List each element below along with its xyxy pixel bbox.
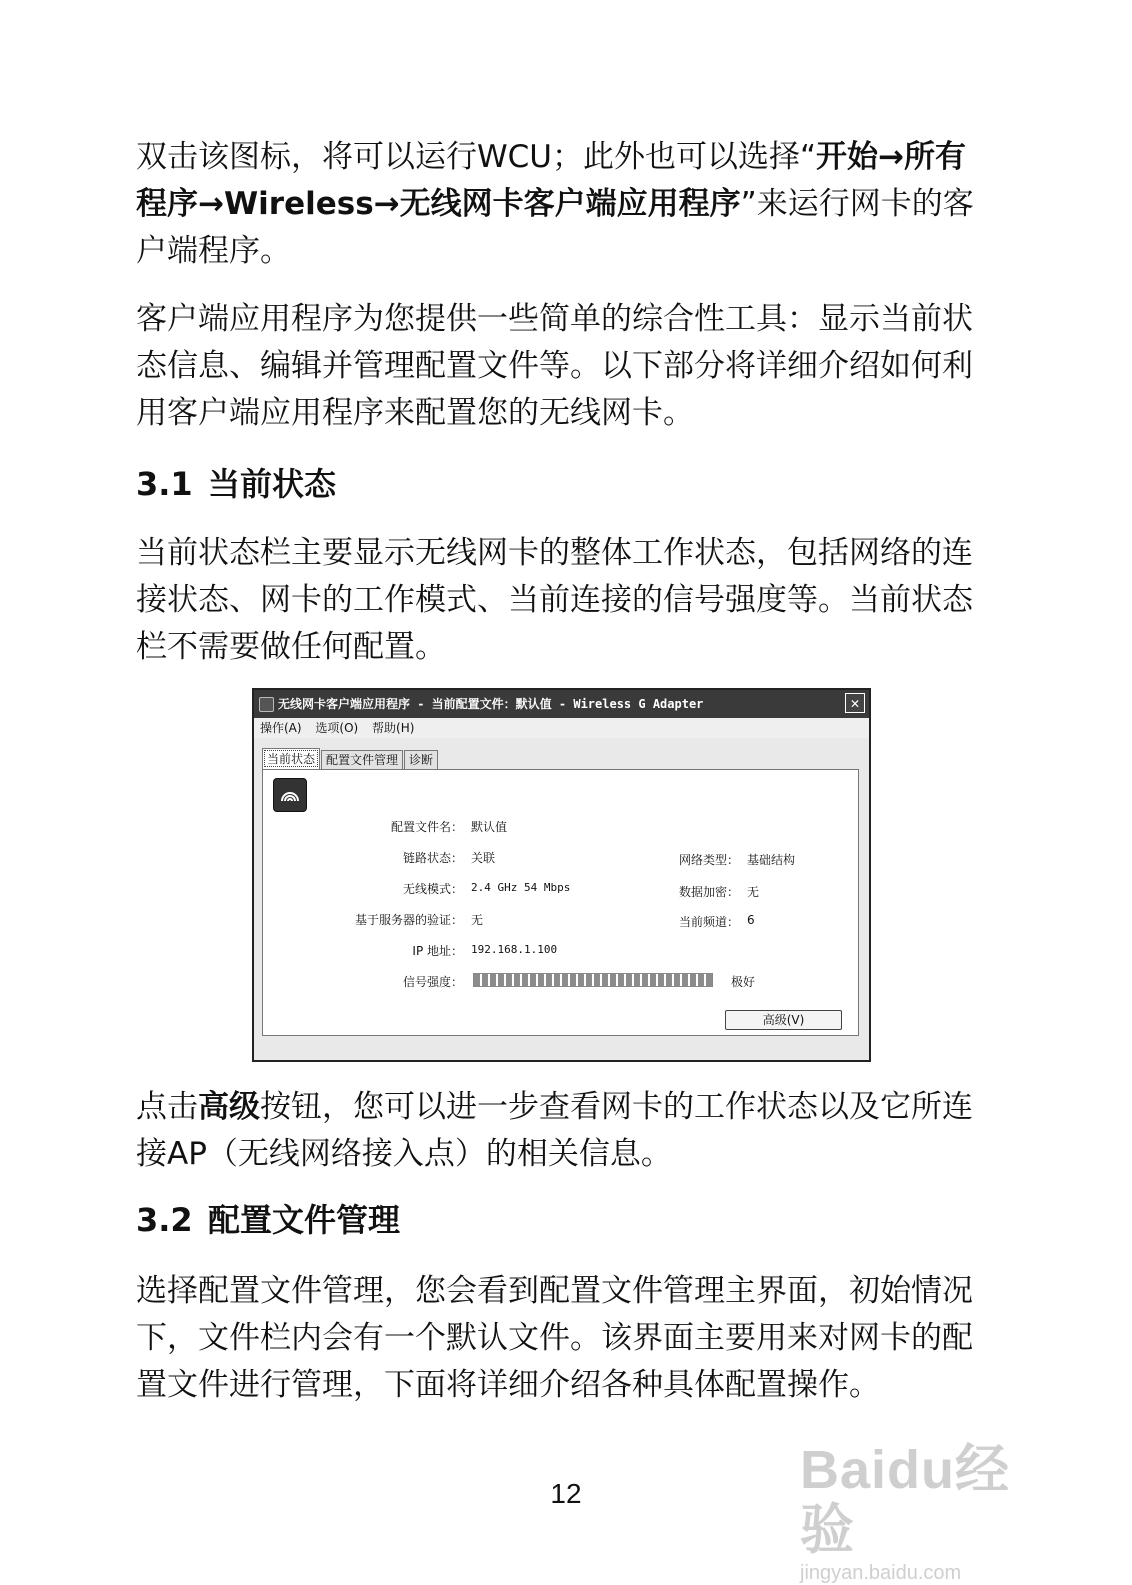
overview-paragraph: 客户端应用程序为您提供一些简单的综合性工具：显示当前状态信息、编辑并管理配置文件等。以下部分将详细介绍如何利用客户端应用程序来配置您的无线网卡。 — [136, 301, 973, 431]
wcu-dialog-screenshot — [252, 688, 871, 1062]
section-title: 配置文件管理 — [208, 1201, 401, 1239]
wireless-app-icon — [259, 697, 274, 712]
wireless-mode-value: 2.4 GHz 54 Mbps — [471, 881, 571, 894]
section-title: 当前状态 — [208, 465, 337, 503]
advanced-keyword: 高级 — [198, 1089, 260, 1125]
link-status-value: 关联 — [471, 851, 496, 865]
menu-action[interactable]: 操作(A) — [260, 721, 302, 735]
tab-profile-management[interactable]: 配置文件管理 — [321, 750, 403, 769]
section-heading-3-1 — [136, 464, 336, 504]
advanced-text-1: 点击 — [136, 1089, 198, 1125]
current-channel-label: 当前频道： — [678, 915, 739, 929]
wireless-signal-icon — [273, 778, 307, 812]
section-number: 3.1 — [136, 465, 193, 503]
status-panel — [262, 769, 859, 1036]
menu-bar — [254, 718, 869, 738]
intro-menu-path: 开始→所有程序→Wireless→无线网卡客户端应用程序 — [136, 139, 967, 222]
status-paragraph: 当前状态栏主要显示无线网卡的整体工作状态，包括网络的连接状态、网卡的工作模式、当前连接的信号强度等。当前状态栏不需要做任何配置。 — [136, 535, 973, 665]
data-encryption-value: 无 — [747, 885, 760, 899]
profile-label: 配置文件名： — [390, 820, 463, 834]
current-channel-value: 6 — [747, 913, 755, 927]
dialog-title: 无线网卡客户端应用程序 - 当前配置文件：默认值 - Wireless G Adapter — [278, 697, 704, 711]
advanced-paragraph — [136, 1084, 996, 1178]
page-number: 12 — [550, 1478, 582, 1509]
intro-paragraph — [136, 134, 996, 275]
server-auth-label: 基于服务器的验证： — [354, 913, 463, 927]
profile-paragraph: 选择配置文件管理，您会看到配置文件管理主界面，初始情况下，文件栏内会有一个默认文件。该界面主要用来对网卡的配置文件进行管理，下面将详细介绍各种具体配置操作。 — [136, 1273, 973, 1403]
signal-strength-value: 极好 — [731, 975, 756, 989]
close-button[interactable]: ✕ — [845, 693, 865, 713]
ip-address-label: IP 地址： — [412, 944, 463, 958]
ip-address-value: 192.168.1.100 — [471, 943, 558, 956]
network-type-value: 基础结构 — [747, 853, 796, 867]
data-encryption-label: 数据加密： — [678, 885, 739, 899]
network-type-label: 网络类型： — [678, 853, 739, 867]
signal-strength-label: 信号强度： — [402, 975, 463, 989]
server-auth-value: 无 — [471, 913, 484, 927]
tab-diagnostics[interactable]: 诊断 — [404, 750, 438, 769]
tab-current-status[interactable]: 当前状态 — [262, 748, 320, 769]
tab-strip — [262, 748, 439, 770]
dialog-titlebar — [254, 690, 869, 718]
advanced-text-2: 按钮，您可以进一步查看网卡的工作状态以及它所连接AP（无线网络接入点）的相关信息。 — [136, 1089, 973, 1172]
watermark-logo: Baidu经验 — [800, 1440, 1011, 1560]
watermark-url: jingyan.baidu.com — [800, 1562, 962, 1584]
wireless-mode-label: 无线模式： — [402, 882, 463, 896]
intro-text-2: ”来运行网卡的客户端程序。 — [136, 186, 974, 269]
link-status-label: 链路状态： — [402, 851, 463, 865]
menu-help[interactable]: 帮助(H) — [372, 721, 415, 735]
intro-text-1: 双击该图标，将可以运行WCU；此外也可以选择“ — [136, 139, 817, 175]
section-heading-3-2 — [136, 1200, 400, 1240]
baidu-watermark — [800, 1440, 1060, 1585]
profile-value: 默认值 — [471, 820, 508, 834]
advanced-button[interactable]: 高级(V) — [725, 1010, 842, 1030]
section-number: 3.2 — [136, 1201, 193, 1239]
menu-options[interactable]: 选项(O) — [315, 721, 359, 735]
signal-strength-bar — [473, 973, 713, 987]
